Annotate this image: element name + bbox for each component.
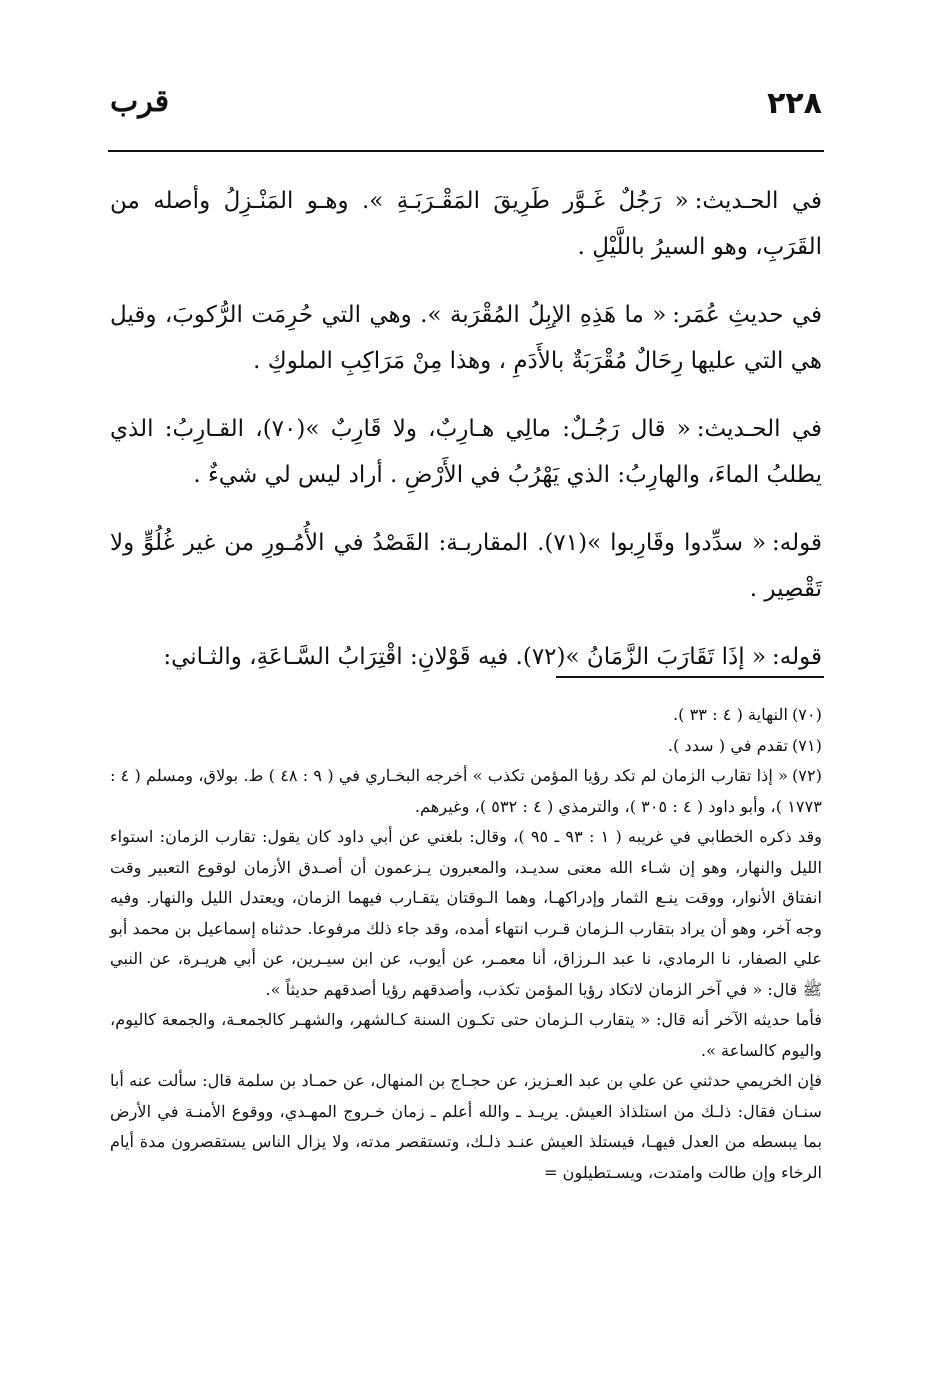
header-rule <box>108 150 824 152</box>
paragraph <box>110 520 822 612</box>
page-number: ٢٢٨ <box>767 86 822 121</box>
paragraph-lead: في حديثِ عُمَر: <box>672 302 822 328</box>
paragraph <box>110 634 822 680</box>
paragraph-text: « ما هَذِهِ الإبِلُ المُقْرَبة ». وهي التي حُرِمَت الرُّكوبَ، وقيل هي التي عليها رِحَالٌ مُقْرَبَةٌ بالأَدَمِ ، وهذا مِنْ مَرَاكِبِ الملوكِ . <box>110 302 822 374</box>
footnote-text: تقدم في ( سدد ). <box>667 735 788 755</box>
footnote-number: (٧٢) <box>791 766 822 785</box>
footnotes <box>110 700 822 1188</box>
footnote-number: (٧١) <box>791 735 822 755</box>
footnote-continuation: فإن الخريمي حدثني عن علي بن عبد العـزيز، عن حجـاج بن المنهال، عن حمـاد بن سلمة قال: سألت عنه أبا سنـان فقال: ذلـك من استلذاذ العيش. يريـد ـ والله أعلم ـ زمان خـروج المهـدي، ووقوع الأمنـة في الأرض بما يبسطه من العدل فيهـا، فيستلذ العيش عنـد ذلـك، وتستقصر مدته، ولا يزال الناس يستقصرون مدة أيام الرخاء وإن طالت وامتدت، ويسـتطيلون = <box>110 1071 822 1182</box>
paragraph-lead: في الحـديث: <box>694 188 822 214</box>
paragraph-lead: في الحـديث: <box>696 416 822 442</box>
footnote <box>110 761 822 822</box>
footnote-text: « إذا تقارب الزمان لم تكد رؤيا المؤمن تكذب » أخرجه البخـاري في ( ٩ : ٤٨ ) ط. بولاق، ومسلم ( ٤ : ١٧٧٣ )، وأبو داود ( ٤ : ٣٠٥ )، والترمذي ( ٤ : ٥٣٢ )، وغيرهم. <box>110 766 822 816</box>
footnote-text: النهاية ( ٤ : ٣٣ ). <box>673 705 788 724</box>
footnote-continuation: وقد ذكره الخطابي في غريبه ( ١ : ٩٣ ـ ٩٥ )، وقال: بلغني عن أبي داود كان يقول: تقارب الزمان: استواء الليل والنهار، وهو إن شـاء الله معنى سديـد، والمعبرون يـزعمون أن أصـدق الأزمان لوقوع التعبير وقت انفتاق الأنوار، ووقت ينـع الثمار وإدراكهـا، وهما الـوقتان يتقـارب فيهما الزمان، ويعتدل الليل والنهار. وفيه وجه آخر، وهو أن يراد بتقارب الـزمان قـرب انتهاء أمده، وقد جاء ذلك مرفوعا. حدثناه إسماعيل بن محمد أبو علي الصفار، نا الرمادي، نا عبد الـرزاق، أنا معمـر، عن أيوب، عن ابن سيـرين، عن أبي هريـرة، عن النبي ﷺ قال: « في آخر الزمان لاتكاد رؤيا المؤمن تكذب، وأصدقهم رؤيا أصدقهم حديثاً ». <box>110 827 822 999</box>
paragraph-text: « إذَا تَقَارَبَ الزَّمَانُ »(٧٢). فيه قَوْلانِ: اقْتِرَابُ السَّـاعَةِ، والثـاني: <box>163 644 767 670</box>
paragraph-lead: قوله: <box>772 530 822 556</box>
footnote <box>110 700 822 731</box>
paragraph <box>110 406 822 498</box>
main-text <box>110 178 822 702</box>
footnote-number: (٧٠) <box>791 705 822 724</box>
footnote <box>110 731 822 762</box>
footnote-continuation: فأما حديثه الآخر أنه قال: « يتقارب الـزمان حتى تكـون السنة كـالشهر، والشهـر كالجمعـة، والجمعة كاليوم، واليوم كالساعة ». <box>110 1010 822 1060</box>
paragraph-lead: قوله: <box>772 644 822 670</box>
footnote-rule <box>556 676 824 678</box>
paragraph <box>110 178 822 270</box>
paragraph-text: « قال رَجُـلٌ: مالِي هـارِبٌ، ولا قَارِبٌ »(٧٠)، القـارِبُ: الذي يطلبُ الماءَ، والهارِبُ: الذي يَهْرُبُ في الأَرْضِ . أراد ليس لي شيءٌ . <box>110 416 822 488</box>
page-header <box>110 82 822 142</box>
paragraph-text: « سدِّدوا وقَارِبوا »(٧١). المقاربـة: القَصْدُ في الأُمُـورِ من غير غُلُوٍّ ولا تَقْصِير . <box>110 530 822 602</box>
paragraph-text: « رَجُلٌ غَـوَّر طَرِيقَ المَقْـرَبَـةِ ». وهـو المَنْـزِلُ وأصله من القَرَبِ، وهو السيرُ باللَّيْلِ . <box>110 188 822 260</box>
running-head: قرب <box>110 84 170 119</box>
paragraph <box>110 292 822 384</box>
